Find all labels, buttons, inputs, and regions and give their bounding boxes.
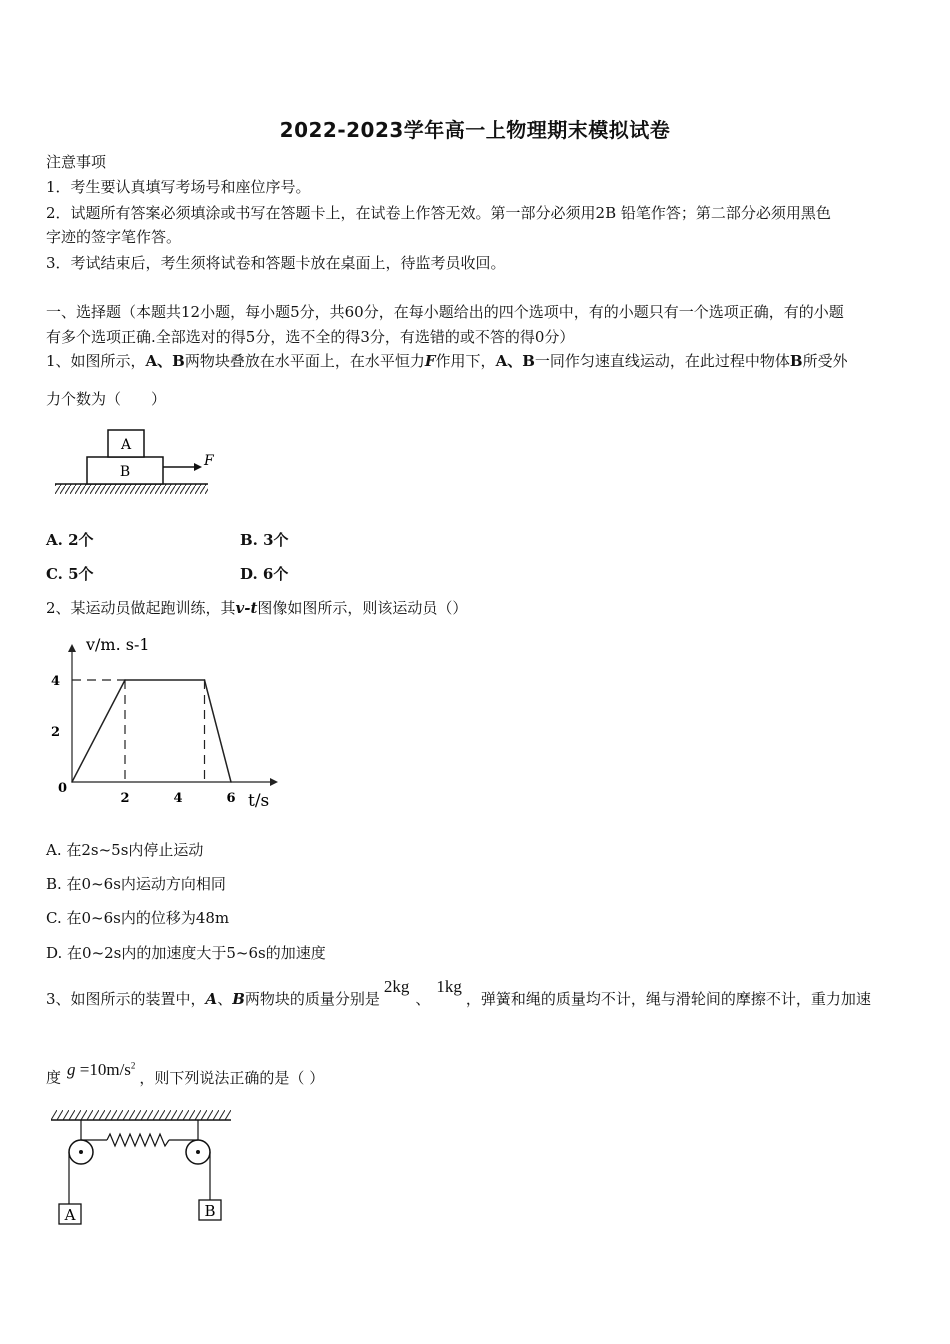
q1-stem-line2: 力个数为（ ） <box>46 390 167 408</box>
velocity-point <box>124 679 126 681</box>
section-heading-line1: 一、选择题（本题共12小题，每小题5分，共60分，在每小题给出的四个选项中，有的小题只有一个选项正确，有的小题 <box>46 303 844 321</box>
block-a-label: A <box>120 437 132 453</box>
q2-option-a: A. 在2s~5s内停止运动 <box>46 841 204 859</box>
mass-a-value: 2kg <box>383 977 410 996</box>
x-tick-label: 6 <box>226 791 236 806</box>
force-arrow-head <box>194 463 202 471</box>
block-a-label: A <box>64 1206 76 1224</box>
q2-option-d: D. 在0~2s内的加速度大于5~6s的加速度 <box>46 944 326 962</box>
y-tick-label: 2 <box>50 725 60 740</box>
gravity-expression: $g =10m/s^2$ <box>67 1059 136 1079</box>
x-tick-label: 2 <box>120 791 130 806</box>
x-axis-arrow <box>270 778 278 786</box>
notice-item-2: 2．试题所有答案必须填涂或书写在答题卡上，在试卷上作答无效。第一部分必须用2B 铅笔作答；第二部分必须用黑色 <box>46 204 831 222</box>
y-axis-arrow <box>68 644 76 652</box>
block-b-label: B <box>204 1202 216 1220</box>
velocity-point <box>230 781 232 783</box>
notice-item-2-cont: 字迹的签字笔作答。 <box>46 228 182 246</box>
force-label: F <box>204 453 214 469</box>
q2-stem: 2、某运动员做起跑训练，其v-t图像如图所示，则该运动员（） <box>46 599 468 617</box>
q2-option-b: B. 在0~6s内运动方向相同 <box>46 875 226 893</box>
section-heading-line2: 有多个选项正确.全部选对的得5分，选不全的得3分，有选错的或不答的得0分） <box>46 328 575 346</box>
notice-item-1: 1．考生要认真填写考场号和座位序号。 <box>46 178 311 196</box>
q1-option-b: B. 3个 <box>240 531 289 549</box>
q3-stem-line2: 度 $g =10m/s^2$，则下列说法正确的是（ ） <box>46 1059 325 1087</box>
page-title: 2022-2023学年高一上物理期末模拟试卷 <box>279 118 671 142</box>
q1-stem-line1: 1、如图所示，A、B两物块叠放在水平面上，在水平恒力F作用下，A、B一同作匀速直线运动，在此过程中物体B所受外 <box>46 352 848 370</box>
q1-option-a: A. 2个 <box>46 531 94 549</box>
ceiling-hatch <box>51 1110 231 1120</box>
mass-b-value: 1kg <box>436 977 462 996</box>
x-axis-label: t/s <box>248 791 270 811</box>
q1-figure <box>50 422 220 502</box>
q1-option-d: D. 6个 <box>240 565 289 583</box>
q1-option-c: C. 5个 <box>46 565 94 583</box>
y-tick-label: 4 <box>50 674 60 689</box>
q2-option-c: C. 在0~6s内的位移为48m <box>46 909 230 927</box>
velocity-series-line <box>72 680 231 782</box>
x-tick-label: 4 <box>173 791 183 806</box>
spring <box>107 1134 169 1146</box>
q3-figure <box>45 1100 245 1230</box>
block-b-label: B <box>119 464 131 480</box>
notice-item-3: 3．考试结束后，考生须将试卷和答题卡放在桌面上，待监考员收回。 <box>46 254 506 272</box>
y-axis-label: v/m. s-1 <box>86 635 150 654</box>
velocity-point <box>204 679 206 681</box>
velocity-point <box>71 781 73 783</box>
q3-stem-line1: 3、如图所示的装置中，A、B两物块的质量分别是2kg、1kg，弹簧和绳的质量均不计，绳与滑轮间的摩擦不计，重力加速 <box>46 977 871 1008</box>
origin-label: 0 <box>58 781 68 796</box>
vt-chart <box>50 630 300 812</box>
notice-heading: 注意事项 <box>46 153 107 171</box>
ground-hatch <box>55 484 208 494</box>
